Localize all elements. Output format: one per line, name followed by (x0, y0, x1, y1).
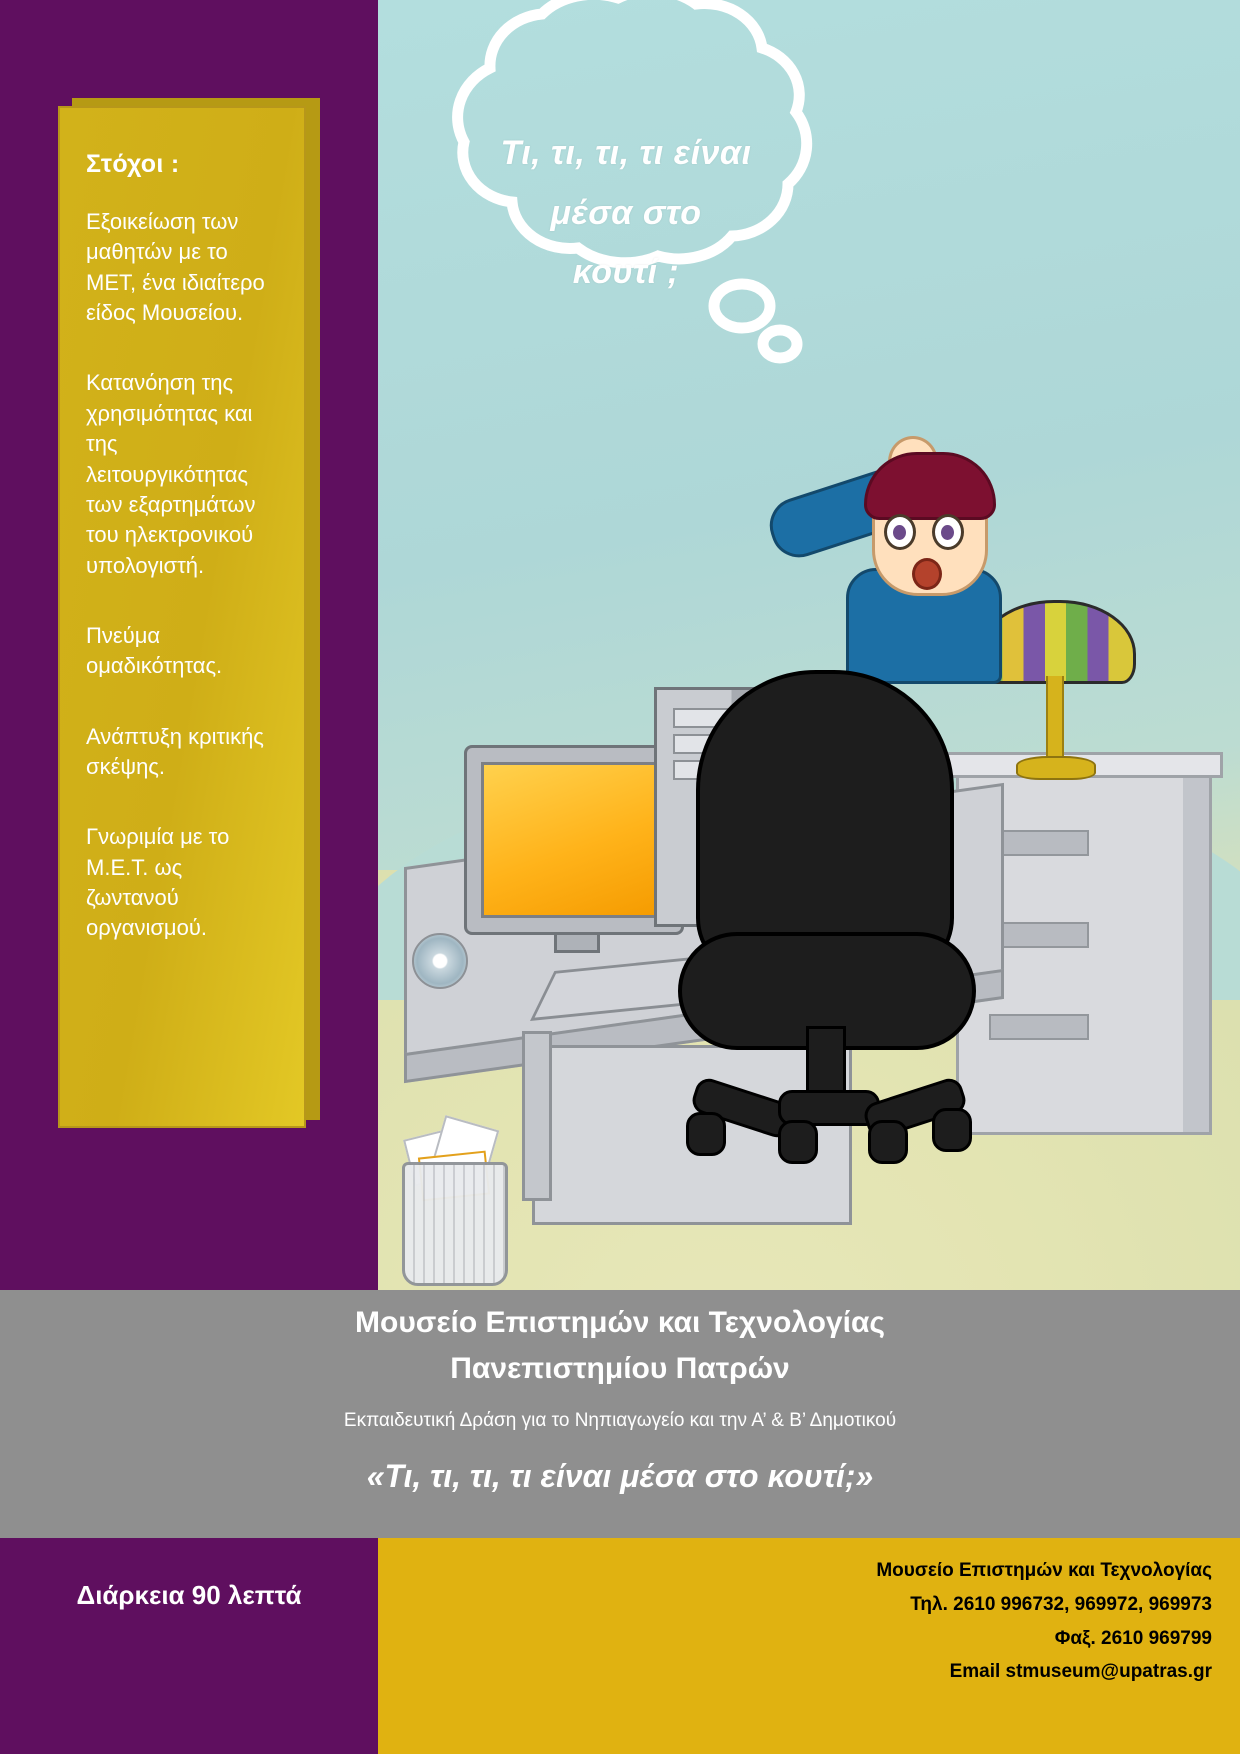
thought-line-2: μέσα στο (550, 193, 702, 232)
museum-name-line-1: Μουσείο Επιστημών και Τεχνολογίας (355, 1306, 885, 1339)
boy-mouth (912, 558, 942, 590)
info-band (0, 1290, 1240, 1538)
thought-bubble-text (386, 124, 866, 303)
boy-character (760, 430, 1000, 690)
boy-eye-left (884, 514, 916, 550)
chair-wheel (686, 1112, 726, 1156)
lamp-base (1016, 756, 1096, 780)
chair-wheel (932, 1108, 972, 1152)
monitor-screen (481, 762, 667, 918)
boy-hair (864, 452, 996, 520)
contact-line: Μουσείο Επιστημών και Τεχνολογίας (876, 1560, 1212, 1581)
boy-pupil (941, 525, 954, 540)
illustration-scene (378, 0, 1240, 1290)
thought-line-1: Τι, τι, τι, τι είναι (500, 134, 752, 172)
museum-name-line-2: Πανεπιστημίου Πατρών (450, 1352, 790, 1385)
goals-panel (58, 106, 306, 1128)
goal-item: Γνωριμία με το Μ.Ε.Τ. ως ζωντανού οργανισμού. (86, 824, 230, 941)
goal-item: Ανάπτυξη κριτικής σκέψης. (86, 723, 264, 780)
waste-bin (392, 1122, 512, 1282)
footer-contact-band (378, 1538, 1240, 1754)
activity-audience: Εκπαιδευτική Δράση για το Νηπιαγωγείο και την Α’ & Β’ Δημοτικού (343, 1410, 897, 1431)
thought-line-3: κουτί ; (572, 253, 680, 291)
thought-bubble (386, 0, 886, 432)
desk-leg (522, 1031, 552, 1201)
chair-base (692, 1090, 962, 1160)
boy-pupil (893, 525, 906, 540)
office-chair (678, 670, 1008, 1190)
computer-monitor (464, 745, 684, 935)
bin-mesh (402, 1162, 508, 1286)
chair-wheel (778, 1120, 818, 1164)
goals-title: Στόχοι : (86, 150, 180, 178)
contact-line: Φαξ. 2610 969799 (1054, 1627, 1212, 1649)
footer-duration-band (0, 1538, 378, 1754)
goal-item: Κατανόηση της χρησιμότητας και της λειτουργικότητας των εξαρτημάτων του ηλεκτρονικού υπολογιστή. (86, 370, 256, 578)
goal-item: Εξοικείωση των μαθητών με το ΜΕΤ, ένα ιδιαίτερο είδος Μουσείου. (86, 209, 265, 326)
chair-wheel (868, 1120, 908, 1164)
cd-disc (412, 933, 468, 989)
contact-line: Τηλ. 2610 996732, 969972, 969973 (910, 1593, 1212, 1615)
activity-title: «Τι, τι, τι, τι είναι μέσα στο κουτί;» (366, 1458, 874, 1494)
boy-eye-right (932, 514, 964, 550)
duration-text: Διάρκεια 90 λεπτά (76, 1580, 302, 1610)
goal-item: Πνεύμα ομαδικότητας. (86, 622, 223, 679)
contact-line-email: Email stmuseum@upatras.gr (949, 1661, 1212, 1683)
lamp-stem (1046, 676, 1064, 760)
